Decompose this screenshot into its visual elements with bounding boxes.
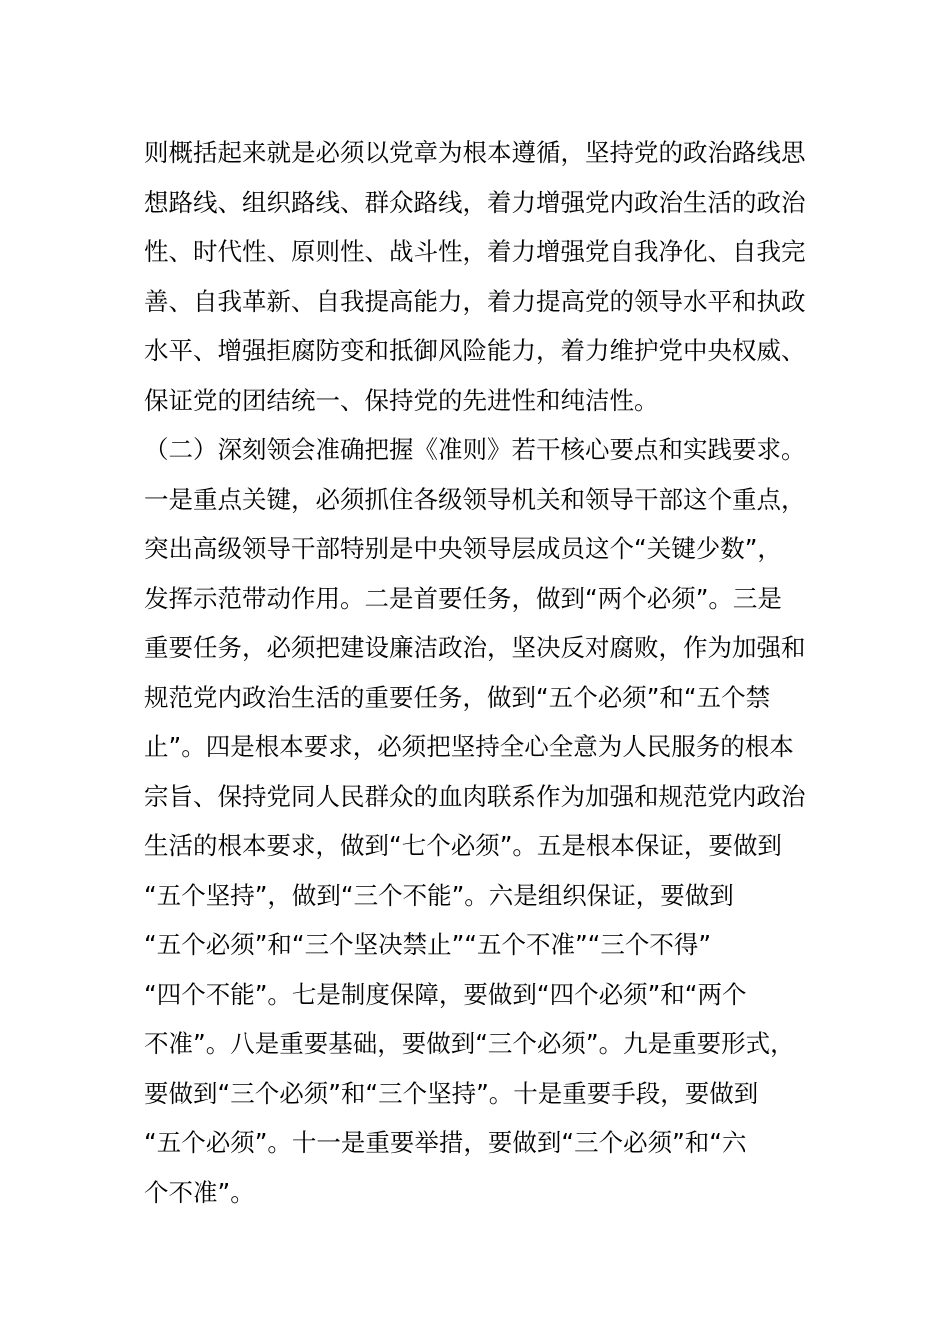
text-line: 止”。四是根本要求，必须把坚持全心全意为人民服务的根本 bbox=[144, 732, 794, 761]
text-line: 规范党内政治生活的重要任务，做到“五个必须”和“五个禁 bbox=[144, 682, 771, 712]
text-line: 生活的根本要求，做到“七个必须”。五是根本保证，要做到 bbox=[144, 831, 782, 860]
text-line: 则概括起来就是必须以党章为根本遵循，坚持党的政治路线思 bbox=[144, 138, 806, 167]
text-line: 善、自我革新、自我提高能力，着力提高党的领导水平和执政 bbox=[144, 286, 806, 316]
body-text bbox=[144, 128, 824, 1217]
text-line: 想路线、组织路线、群众路线，着力增强党内政治生活的政治 bbox=[144, 187, 806, 217]
section-heading-line: （二）深刻领会准确把握《准则》若干核心要点和实践要求。 bbox=[144, 435, 806, 464]
text-line: 不准”。八是重要基础，要做到“三个必须”。九是重要形式， bbox=[144, 1029, 795, 1058]
text-line: 发挥示范带动作用。二是首要任务，做到“两个必须”。三是 bbox=[144, 583, 782, 613]
text-line: “五个必须”和“三个坚决禁止”“五个不准”“三个不得” bbox=[144, 930, 712, 959]
text-line: 重要任务，必须把建设廉洁政治，坚决反对腐败，作为加强和 bbox=[144, 633, 806, 662]
text-line: 保证党的团结统一、保持党的先进性和纯洁性。 bbox=[144, 385, 659, 415]
text-line: 要做到“三个必须”和“三个坚持”。十是重要手段，要做到 bbox=[144, 1078, 759, 1108]
text-line: “五个必须”。十一是重要举措，要做到“三个必须”和“六 bbox=[144, 1128, 747, 1157]
text-line: 个不准”。 bbox=[144, 1177, 255, 1207]
text-line: 水平、增强拒腐防变和抵御风险能力，着力维护党中央权威、 bbox=[144, 336, 806, 365]
text-line: 一是重点关键，必须抓住各级领导机关和领导干部这个重点， bbox=[144, 484, 806, 514]
text-line: 性、时代性、原则性、战斗性，着力增强党自我净化、自我完 bbox=[144, 237, 806, 266]
text-line: 突出高级领导干部特别是中央领导层成员这个“关键少数”， bbox=[144, 534, 782, 563]
text-line: “五个坚持”，做到“三个不能”。六是组织保证，要做到 bbox=[144, 880, 734, 910]
text-line: 宗旨、保持党同人民群众的血肉联系作为加强和规范党内政治 bbox=[144, 781, 806, 811]
text-line: “四个不能”。七是制度保障，要做到“四个必须”和“两个 bbox=[144, 979, 747, 1009]
